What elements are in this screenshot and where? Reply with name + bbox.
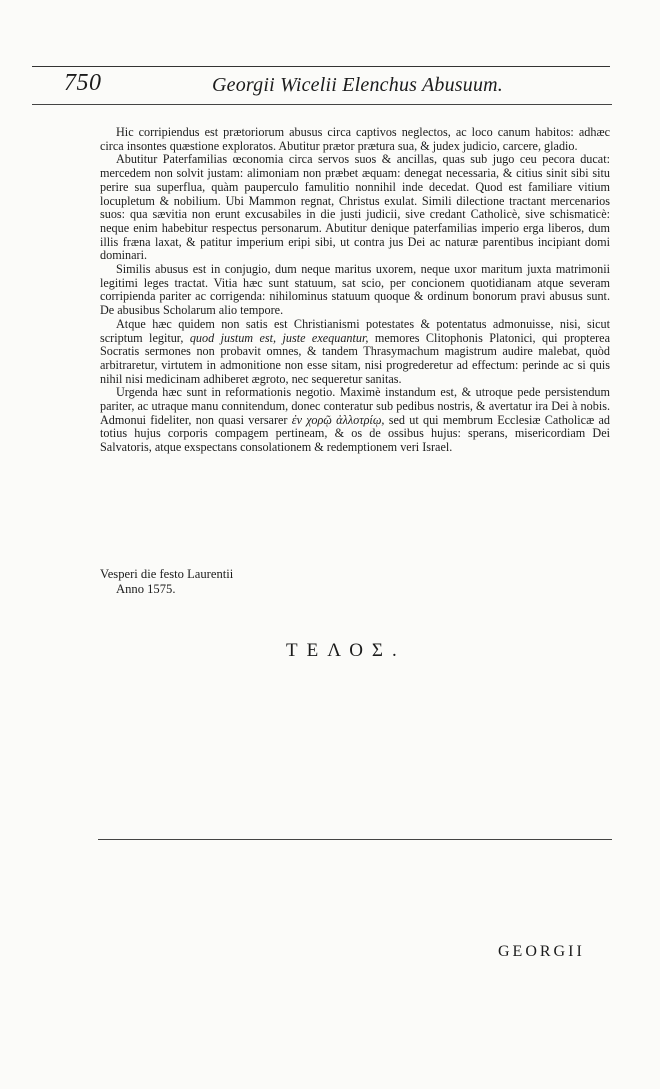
- paragraph-5: [100, 386, 610, 455]
- paragraph-1: Hic corripiendus est prætoriorum abusus circa captivos neglectos, ac loco canum habitos: adhæc circa insontes quæstione exploratos. Abutitur prætor prætura sua, & judex judicio, carcere, gladio.: [100, 125, 610, 153]
- dateline-year: Anno 1575.: [116, 582, 176, 596]
- header-rule: [32, 104, 612, 105]
- paragraph-5-text-continued: sed ut qui membrum Ecclesiæ Catholicæ ad totius hujus corporis compagem pertineam, & os de ossibus hujus: sperans, misericordiam Dei Salvatoris, atque exspectans consolationem & redemptionem veri Israel.: [100, 412, 610, 455]
- scripture-quote: quod justum est, juste exequantur,: [189, 330, 369, 345]
- paragraph-3: Similis abusus est in conjugio, dum neque maritus uxorem, neque uxor maritum juxta matrimonii legitimi leges tractat. Vitia hæc sunt statuum, sat scio, per concionem quotidianam atque severam corripienda pariter ac corrigenda: nihilominus statuum quoque & ordinum bonorum pravi abusus sunt. De abusibus Scholarum alio tempore.: [100, 262, 610, 318]
- paragraph-5-text: Urgenda hæc sunt in reformationis negotio. Maximè instandum est, & utroque pede persistendum pariter, ac utraque manu connitendum, donec conteratur sub pedibus nostris, & avertatur ira Dei à nobis. Admonui fideliter, non quasi versarer: [100, 385, 610, 427]
- top-rule: [32, 66, 610, 67]
- body-text: [100, 126, 610, 455]
- greek-phrase: ἐν χορῷ ἀλλοτρίῳ,: [291, 412, 385, 427]
- dateline: [100, 567, 233, 597]
- running-title: Georgii Wicelii Elenchus Abusuum.: [212, 74, 504, 96]
- paragraph-4-text: Atque hæc quidem non satis est Christianismi potestates & potentatus admonuisse, nisi, sicut scriptum legitur,: [100, 316, 610, 345]
- page-number: 750: [64, 70, 102, 96]
- catchword: GEORGII: [498, 943, 585, 960]
- closing-word: ΤΕΛΟΣ.: [286, 640, 406, 661]
- paragraph-4-text-continued: memores Clitophonis Platonici, qui propterea Socratis sermones non probavit omnes, & tandem Thrasymachum magistrum audire malebat, quòd arbitraretur, virtutem in admonitione non esse sitam, nisi progrederetur ad effectum: perinde ac si quis nihil nisi medicinam adhiberet ægroto, nec sequeretur sanitas.: [100, 330, 610, 386]
- paragraph-4: [100, 318, 610, 387]
- dateline-day: Vesperi die festo Laurentii: [100, 567, 234, 581]
- paragraph-2: Abutitur Paterfamilias œconomia circa servos suos & ancillas, quas sub jugo ceu pecora ducat: mercedem non solvit justam: alimoniam non præbet æquam: denegat necessaria, & citius sinit sibi situ perire sua superflua, quàm pauperculo famulitio nonnihil inde decedat. Quod est familiare vitium locupletum & nobilium. Ubi Mammon regnat, Christus exulat. Simili dilectione tractant mercenarios suos: qua sævitia non erunt excusabiles in die justi judicii, sive credant Catholicè, sive schismaticè: neque enim habebitur respectus personarum. Abutitur denique paterfamilias imperio erga liberos, dum illis fræna laxat, & patitur imperium eripi sibi, ut contra jus Dei ac naturæ parentibus incipiant domi dominari.: [100, 152, 610, 263]
- bottom-rule: [98, 839, 612, 840]
